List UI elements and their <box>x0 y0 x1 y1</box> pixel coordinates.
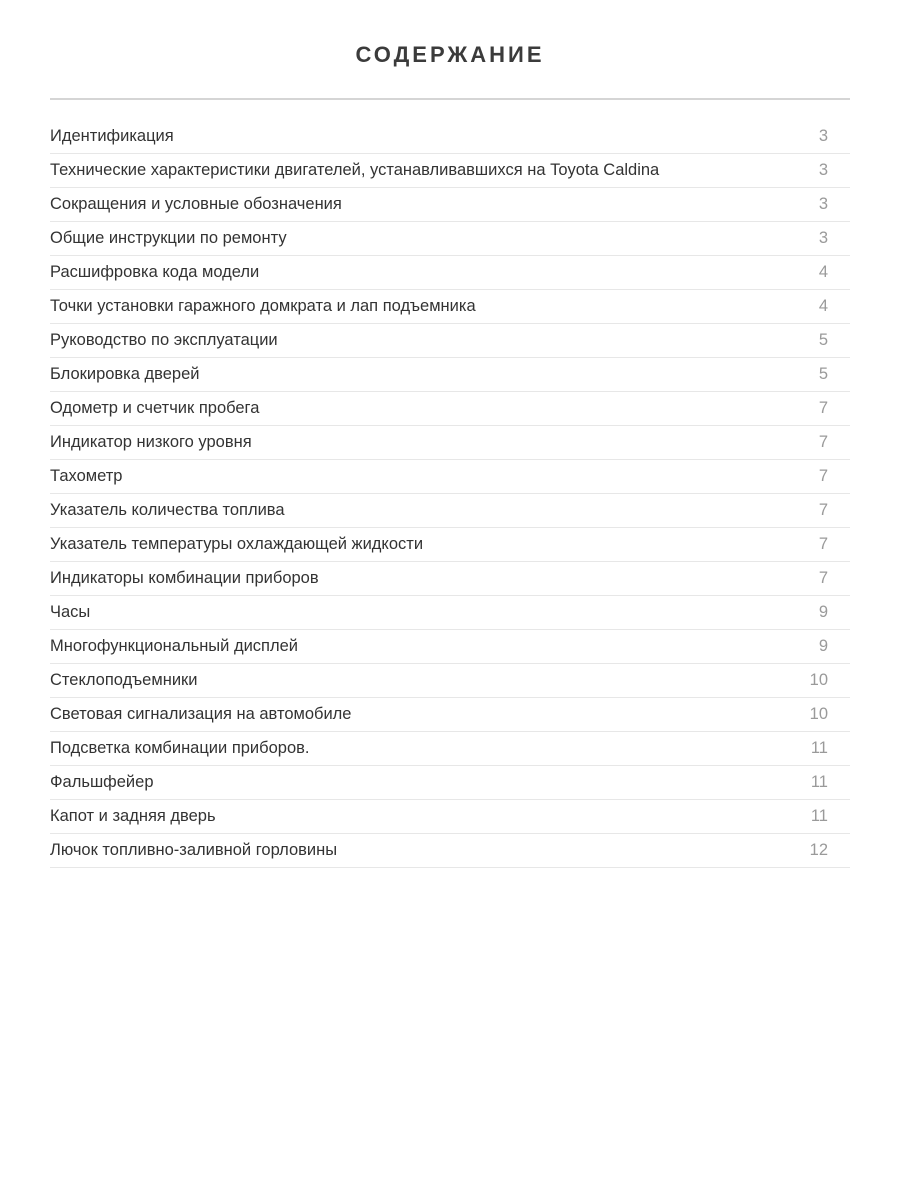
toc-row <box>50 664 850 698</box>
toc-item-label: Индикатор низкого уровня <box>50 433 252 451</box>
toc-row <box>50 188 850 222</box>
toc-list <box>50 120 850 868</box>
toc-item-page-number: 7 <box>818 501 828 519</box>
toc-item-page-number: 7 <box>818 399 828 417</box>
toc-item-label: Индикаторы комбинации приборов <box>50 569 319 587</box>
toc-row <box>50 494 850 528</box>
toc-item-page-number: 10 <box>809 705 828 723</box>
toc-item-label: Точки установки гаражного домкрата и лап подъемника <box>50 297 476 315</box>
toc-item-page-number: 9 <box>818 603 828 621</box>
toc-row <box>50 596 850 630</box>
toc-row <box>50 766 850 800</box>
toc-item-label: Общие инструкции по ремонту <box>50 229 287 247</box>
toc-row <box>50 358 850 392</box>
toc-item-label: Технические характеристики двигателей, устанавливавшихся на Toyota Caldina <box>50 161 660 179</box>
toc-item-page-number: 5 <box>818 331 828 349</box>
toc-row <box>50 392 850 426</box>
toc-item-page-number: 11 <box>810 739 828 757</box>
toc-item-label: Указатель температуры охлаждающей жидкости <box>50 535 424 553</box>
toc-row <box>50 222 850 256</box>
toc-item-label: Часы <box>50 603 91 621</box>
toc-item-page-number: 11 <box>810 773 828 791</box>
toc-item-label: Идентификация <box>50 127 174 145</box>
toc-row <box>50 800 850 834</box>
toc-item-page-number: 11 <box>810 807 828 825</box>
toc-item-page-number: 10 <box>809 671 828 689</box>
toc-item-label: Тахометр <box>50 467 123 485</box>
toc-item-label: Одометр и счетчик пробега <box>50 399 260 417</box>
toc-row <box>50 630 850 664</box>
toc-item-label: Расшифровка кода модели <box>50 263 260 281</box>
toc-item-page-number: 7 <box>818 467 828 485</box>
toc-item-label: Указатель количества топлива <box>50 501 285 519</box>
toc-item-page-number: 3 <box>818 127 828 145</box>
toc-row <box>50 154 850 188</box>
toc-item-page-number: 7 <box>818 535 828 553</box>
toc-item-page-number: 3 <box>818 195 828 213</box>
toc-row <box>50 256 850 290</box>
toc-row <box>50 698 850 732</box>
toc-item-label: Сокращения и условные обозначения <box>50 195 342 213</box>
title-divider <box>50 98 850 100</box>
toc-item-label: Стеклоподъемники <box>50 671 198 689</box>
toc-row <box>50 120 850 154</box>
toc-item-page-number: 5 <box>818 365 828 383</box>
toc-item-label: Лючок топливно-заливной горловины <box>50 841 338 859</box>
page-title: СОДЕРЖАНИЕ <box>355 42 545 67</box>
toc-item-label: Руководство по эксплуатации <box>50 331 278 349</box>
toc-item-page-number: 4 <box>818 297 828 315</box>
toc-item-page-number: 9 <box>818 637 828 655</box>
toc-item-label: Фальшфейер <box>50 773 154 791</box>
toc-item-page-number: 12 <box>809 841 828 859</box>
toc-item-label: Блокировка дверей <box>50 365 200 383</box>
toc-row <box>50 324 850 358</box>
toc-row <box>50 290 850 324</box>
toc-row <box>50 460 850 494</box>
toc-item-label: Световая сигнализация на автомобиле <box>50 705 352 723</box>
toc-item-label: Капот и задняя дверь <box>50 807 216 825</box>
toc-item-label: Подсветка комбинации приборов. <box>50 739 310 757</box>
toc-item-page-number: 7 <box>818 433 828 451</box>
toc-item-page-number: 3 <box>818 161 828 179</box>
toc-row <box>50 528 850 562</box>
toc-item-page-number: 3 <box>818 229 828 247</box>
toc-item-page-number: 4 <box>818 263 828 281</box>
toc-row <box>50 426 850 460</box>
toc-row <box>50 732 850 766</box>
toc-item-page-number: 7 <box>818 569 828 587</box>
toc-item-label: Многофункциональный дисплей <box>50 637 299 655</box>
toc-row <box>50 834 850 868</box>
toc-row <box>50 562 850 596</box>
